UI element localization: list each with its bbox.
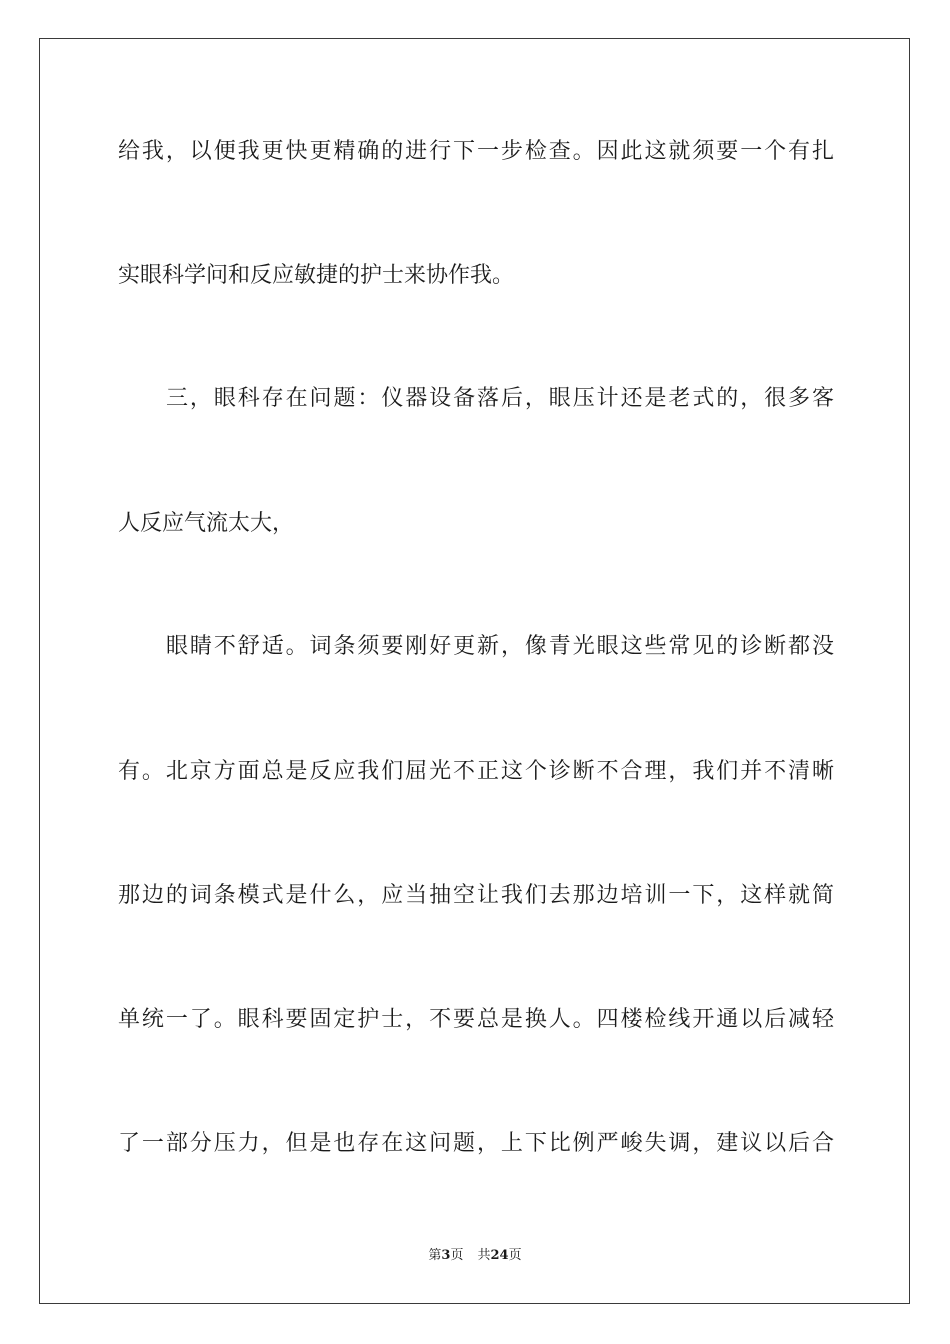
body-text-line-8: 单统一了。眼科要固定护士，不要总是换人。四楼检线开通以后减轻 — [118, 1007, 834, 1032]
page-suffix: 页 — [450, 1248, 464, 1263]
body-text-line-2: 实眼科学问和反应敏捷的护士来协作我。 — [118, 263, 515, 288]
page-frame — [39, 38, 910, 1304]
page-number-label — [428, 1248, 463, 1263]
total-suffix: 页 — [508, 1248, 522, 1263]
total-prefix: 共 — [477, 1248, 491, 1263]
page-current: 3 — [441, 1248, 451, 1263]
page-prefix: 第 — [428, 1248, 442, 1263]
body-text-line-3: 三，眼科存在问题：仪器设备落后，眼压计还是老式的，很多客 — [166, 386, 834, 411]
page-footer — [0, 1247, 950, 1265]
body-text-line-4: 人反应气流太大， — [118, 511, 295, 536]
body-text-line-1: 给我，以便我更快更精确的进行下一步检查。因此这就须要一个有扎 — [118, 139, 834, 164]
body-text-line-9: 了一部分压力，但是也存在这问题，上下比例严峻失调，建议以后合 — [118, 1131, 834, 1156]
page-total: 24 — [490, 1248, 509, 1263]
body-text-line-5: 眼睛不舒适。词条须要刚好更新，像青光眼这些常见的诊断都没 — [166, 634, 834, 659]
body-text-line-7: 那边的词条模式是什么，应当抽空让我们去那边培训一下，这样就简 — [118, 883, 834, 908]
body-text-line-6: 有。北京方面总是反应我们屈光不正这个诊断不合理，我们并不清晰 — [118, 759, 834, 784]
page-total-label — [477, 1248, 521, 1263]
